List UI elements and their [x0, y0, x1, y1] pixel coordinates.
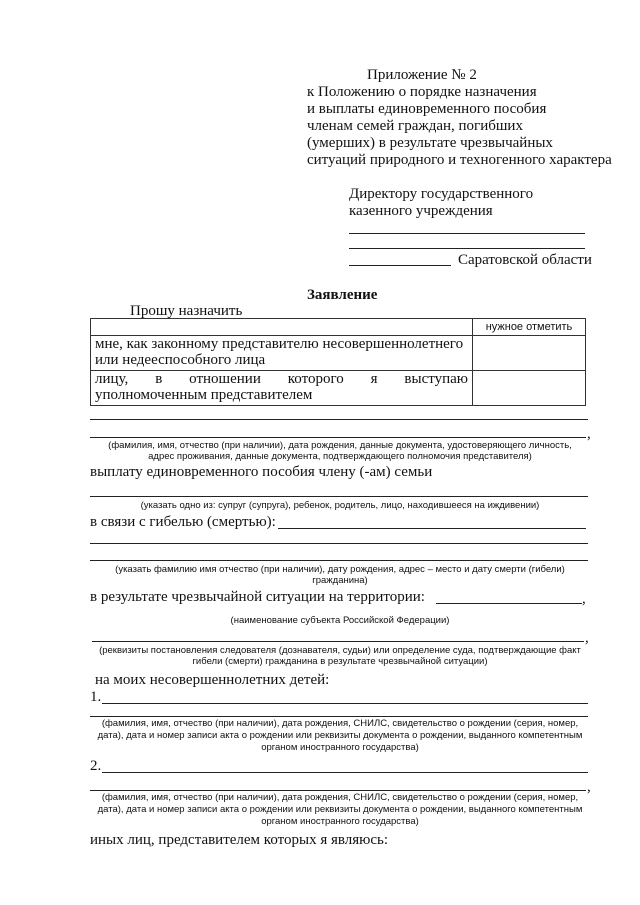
- row1-line1: мне, как законному представителю несовершеннолетнего: [95, 336, 464, 352]
- requisites-comma: ,: [585, 630, 589, 646]
- addressee-blank-3[interactable]: [349, 265, 451, 266]
- family-member-blank[interactable]: [90, 496, 588, 497]
- territory-comma: ,: [582, 591, 586, 607]
- addressee-line-1: Директору государственного: [349, 186, 534, 202]
- child-2-number: 2.: [90, 758, 102, 774]
- row-legal-representative: [91, 336, 473, 371]
- deceased-blank-2[interactable]: [90, 543, 588, 544]
- child-2-comma: ,: [587, 779, 591, 795]
- addressee-region: Саратовской области: [458, 252, 592, 268]
- payment-text: выплату единовременного пособия члену (-ам) семьи: [90, 464, 433, 480]
- child-2-blank-2[interactable]: [90, 790, 586, 791]
- applicant-blank-2[interactable]: [90, 437, 586, 438]
- deceased-caption-2: гражданина): [312, 575, 368, 586]
- addressee-blank-1[interactable]: [349, 233, 585, 234]
- header-line-1: к Положению о порядке назначения: [307, 84, 537, 100]
- table-header-empty: [91, 319, 473, 336]
- child-1-caption-2: дата), дата и номер записи акта о рождении или реквизиты документа о рождении, выданного компетентным: [97, 730, 583, 741]
- children-text: на моих несовершеннолетних детей:: [95, 672, 330, 688]
- mark-cell-1[interactable]: [473, 336, 586, 371]
- addressee-blank-2[interactable]: [349, 248, 585, 249]
- mark-header: нужное отметить: [473, 319, 586, 336]
- appendix-number: Приложение № 2: [367, 67, 477, 83]
- child-1-caption-3: органом иностранного государства): [261, 742, 419, 753]
- requisites-caption-2: гибели (смерти) гражданина в результате чрезвычайной ситуации): [192, 656, 488, 667]
- request-intro: Прошу назначить: [130, 303, 243, 319]
- applicant-comma: ,: [587, 426, 591, 442]
- header-line-5: ситуаций природного и техногенного характера: [307, 152, 612, 168]
- representative-table: [90, 318, 586, 406]
- child-1-blank-2[interactable]: [90, 716, 588, 717]
- child-2-blank-1[interactable]: [102, 772, 588, 773]
- document-title: Заявление: [307, 287, 378, 303]
- child-1-blank-1[interactable]: [102, 703, 588, 704]
- emergency-text: в результате чрезвычайной ситуации на территории:: [90, 589, 425, 605]
- child-2-caption-1: (фамилия, имя, отчество (при наличии), дата рождения, СНИЛС, свидетельство о рождении (серия, номер,: [101, 792, 579, 803]
- applicant-caption-1: (фамилия, имя, отчество (при наличии), дата рождения, данные документа, удостоверяющего личность,: [108, 440, 572, 451]
- child-2-caption-3: органом иностранного государства): [261, 816, 419, 827]
- requisites-blank[interactable]: [92, 641, 584, 642]
- addressee-line-2: казенного учреждения: [349, 203, 493, 219]
- other-persons-text: иных лиц, представителем которых я являюсь:: [90, 832, 389, 848]
- applicant-blank-1[interactable]: [90, 419, 588, 420]
- row-authorized-representative: [91, 371, 473, 406]
- mark-cell-2[interactable]: [473, 371, 586, 406]
- header-line-2: и выплаты единовременного пособия: [307, 101, 547, 117]
- header-line-4: (умерших) в результате чрезвычайных: [307, 135, 553, 151]
- row2-line1: лицу, в отношении которого я выступаю: [95, 371, 468, 387]
- family-member-caption: (указать одно из: супруг (супруга), ребенок, родитель, лицо, находившееся на иждивении): [140, 500, 540, 511]
- row1-line2: или недееспособного лица: [95, 352, 266, 368]
- child-1-caption-1: (фамилия, имя, отчество (при наличии), дата рождения, СНИЛС, свидетельство о рождении (серия, номер,: [101, 718, 579, 729]
- child-1-number: 1.: [90, 689, 102, 705]
- death-text: в связи с гибелью (смертью):: [90, 514, 276, 530]
- applicant-caption-2: адрес проживания, данные документа, подтверждающего полномочия представителя): [148, 451, 532, 462]
- deceased-caption-1: (указать фамилию имя отчество (при наличии), дату рождения, адрес – место и дату смерти (гибели): [115, 564, 565, 575]
- child-2-caption-2: дата), дата и номер записи акта о рождении или реквизиты документа о рождении, выданного компетентным: [97, 804, 583, 815]
- subject-caption: (наименование субъекта Российской Федерации): [230, 615, 450, 626]
- territory-blank[interactable]: [436, 603, 582, 604]
- requisites-caption-1: (реквизиты постановления следователя (дознавателя, судьи) или определение суда, подтверждающие факт: [99, 645, 581, 656]
- deceased-blank-3[interactable]: [90, 560, 588, 561]
- row2-line2: уполномоченным представителем: [95, 387, 313, 403]
- deceased-blank-1[interactable]: [278, 528, 586, 529]
- header-line-3: членам семей граждан, погибших: [307, 118, 523, 134]
